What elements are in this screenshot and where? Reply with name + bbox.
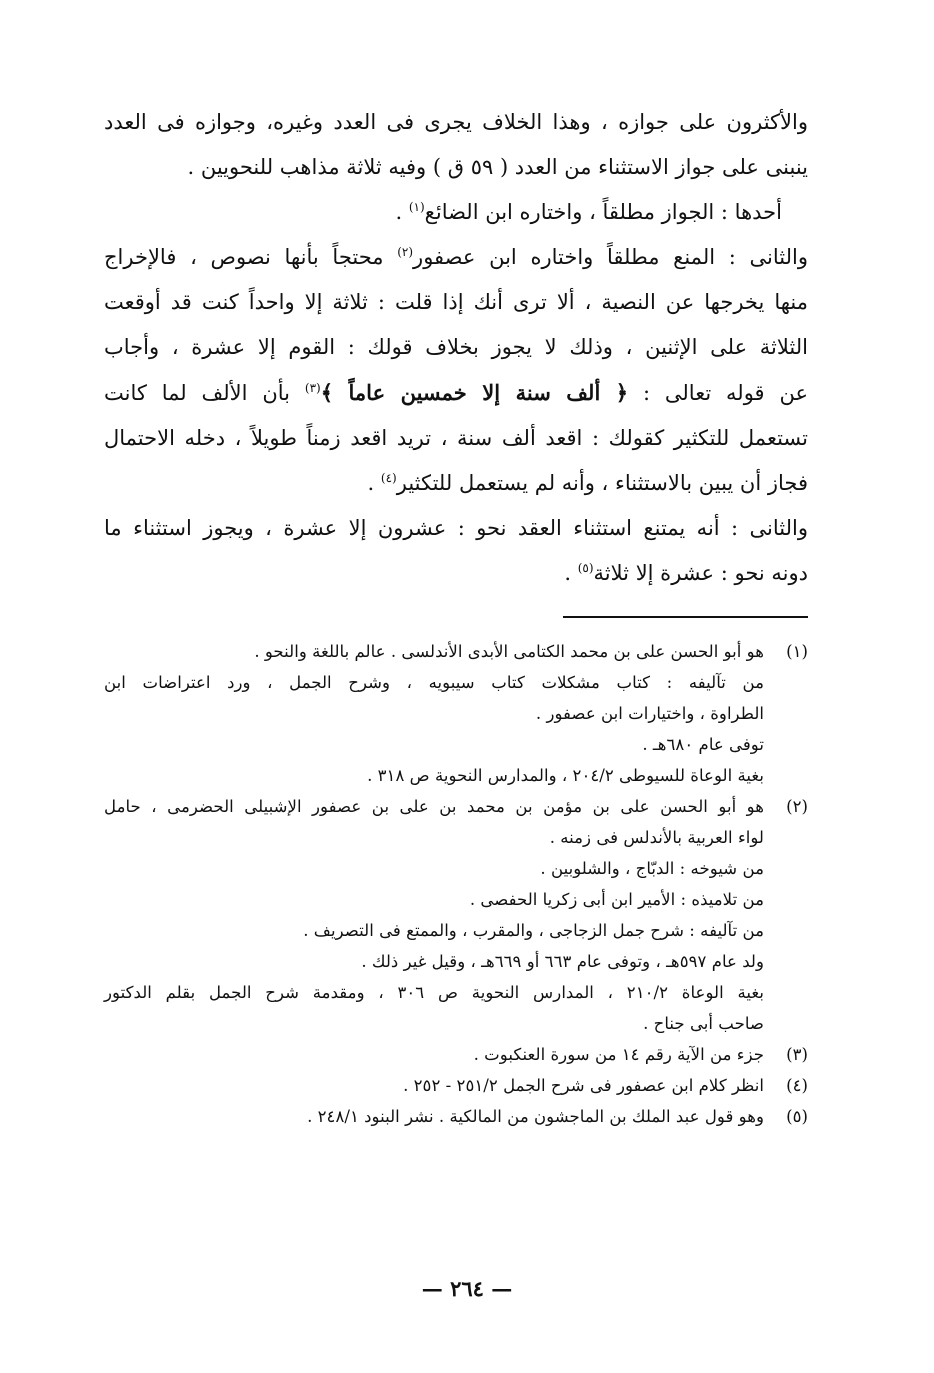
- footnote-line: جزء من الآية رقم ١٤ من سورة العنكبوت .: [473, 1045, 764, 1064]
- footnote-2: [104, 791, 808, 1039]
- page-content: [104, 100, 808, 1132]
- body-line: والثانى : المنع مطلقاً واختاره ابن عصفور$^{(٢)}$ محتجاً بأنها نصوص ، فالإخراج: [104, 245, 808, 269]
- footnote-3: [104, 1039, 808, 1070]
- footnote-line: الطراوة ، واختيارات ابن عصفور .: [535, 704, 764, 723]
- footnote-line: وهو قول عبد الملك بن الماجشون من المالكية . نشر البنود ٢٤٨/١ .: [307, 1107, 764, 1126]
- footnote-line: من تآليفه : كتاب مشكلات كتاب سيبويه ، وشرح الجمل ، ورد اعتراضات ابن: [104, 673, 764, 692]
- footnote-line: هو أبو الحسن على بن محمد الكتامى الأبدى الأندلسى . عالم باللغة والنحو .: [254, 642, 764, 661]
- footnote-line: ولد عام ٥٩٧هـ ، وتوفى عام ٦٦٣ أو ٦٦٩هـ ، وقيل غير ذلك .: [361, 952, 764, 971]
- body-line: الثلاثة على الإثنين ، وذلك لا يجوز بخلاف قولك : القوم إلا عشرة ، وأجاب: [104, 335, 808, 359]
- footnote-ref[interactable]: (٣): [304, 381, 321, 395]
- footnote-line: بغية الوعاة ٢١٠/٢ ، المدارس النحوية ص ٣٠٦ ، ومقدمة شرح الجمل بقلم الدكتور: [104, 983, 764, 1002]
- footnote-ref[interactable]: (٤): [380, 471, 397, 485]
- footnote-line: من تآليفه : شرح جمل الزجاجى ، والمقرب ، والممتع فى التصريف .: [303, 921, 764, 940]
- footnote-line: توفى عام ٦٨٠هـ .: [642, 735, 764, 754]
- body-line: والثانى : أنه يمتنع استثناء العقد نحو : عشرون إلا عشرة ، ويجوز استثناء ما: [104, 516, 808, 540]
- footnote-line: من شيوخه : الدبّاج ، والشلوبين .: [540, 859, 764, 878]
- footnote-mark: (٥): [786, 1107, 808, 1126]
- quran-quote: ﴿ ألف سنة إلا خمسين عاماً ﴾: [320, 380, 629, 405]
- footnote-line: صاحب أبى جناح .: [643, 1014, 764, 1033]
- footnote-mark: (٣): [786, 1045, 808, 1064]
- body-line: أحدها : الجواز مطلقاً ، واختاره ابن الضائع$^{(١)}$ .: [395, 200, 782, 224]
- body-line: ينبنى على جواز الاستثناء من العدد ( ٥٩ ق ) وفيه ثلاثة مذاهب للنحويين .: [187, 155, 808, 179]
- footnote-mark: (٢): [786, 797, 808, 816]
- footnote-ref[interactable]: (١): [408, 200, 425, 214]
- body-line: فجاز أن يبين بالاستثناء ، وأنه لم يستعمل للتكثير$^{(٤)}$ .: [367, 471, 808, 495]
- page-number: — ٢٦٤ —: [421, 1276, 513, 1301]
- footnote-ref[interactable]: (٥): [577, 561, 594, 575]
- footnote-line: انظر كلام ابن عصفور فى شرح الجمل ٢٥١/٢ - ٢٥٢ .: [403, 1076, 764, 1095]
- footnote-1: [104, 636, 808, 791]
- footnote-mark: (٤): [786, 1076, 808, 1095]
- body-line: والأكثرون على جوازه ، وهذا الخلاف يجرى فى العدد وغيره، وجوازه فى العدد: [104, 110, 808, 134]
- body-line: تستعمل للتكثير كقولك : اقعد ألف سنة ، تريد اقعد زمناً طويلاً ، دخله الاحتمال: [104, 426, 808, 450]
- footnote-4: [104, 1070, 808, 1101]
- footnote-line: من تلاميذه : الأمير ابن أبى زكريا الحفصى .: [469, 890, 764, 909]
- footnote-ref[interactable]: (٢): [397, 245, 414, 259]
- footnote-line: لواء العربية بالأندلس فى زمنه .: [549, 828, 764, 847]
- body-line: عن قوله تعالى : ﴿ ألف سنة إلا خمسين عاماً ﴾$^{(٣)}$ بأن الألف لما كانت: [104, 380, 808, 405]
- footnote-5: [104, 1101, 808, 1132]
- footnote-mark: (١): [786, 642, 808, 661]
- body-line: منها يخرجها عن النصية ، ألا ترى أنك إذا قلت : ثلاثة إلا واحداً كنت قد أوقعت: [104, 290, 808, 314]
- footnote-line: بغية الوعاة للسيوطى ٢٠٤/٢ ، والمدارس النحوية ص ٣١٨ .: [367, 766, 764, 785]
- footnote-divider: [563, 616, 808, 618]
- footnote-line: هو أبو الحسن على بن مؤمن بن محمد بن على بن عصفور الإشبيلى الحضرمى ، حامل: [104, 797, 764, 816]
- body-line: دونه نحو : عشرة إلا ثلاثة$^{(٥)}$ .: [564, 561, 808, 585]
